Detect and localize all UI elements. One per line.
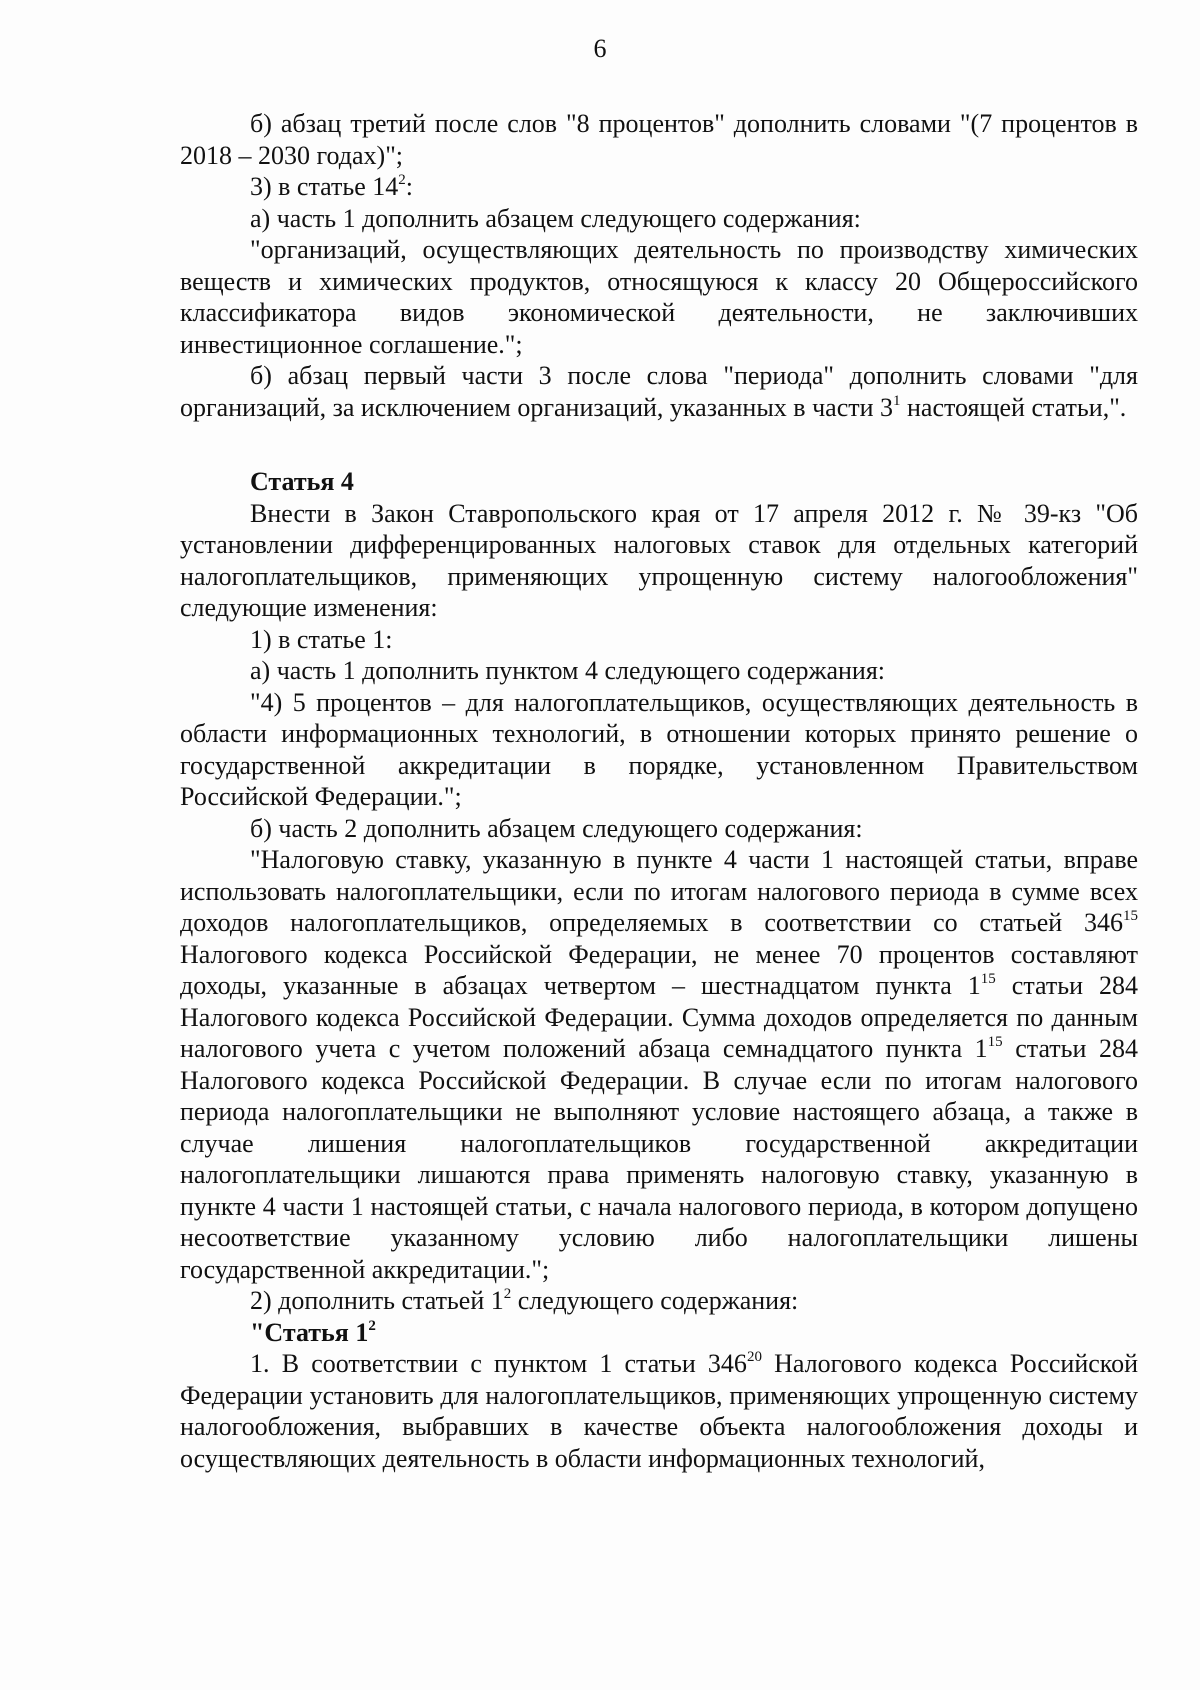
paragraph-organizations-quote: "организаций, осуществляющих деятельность по производству химических веществ и химических продуктов, относящуюся к классу 20 Общероссийского классификатора видов экономической деятельности, не заключивших инвестиционное соглашение."; <box>180 235 1138 359</box>
superscript: 2 <box>368 1317 376 1334</box>
superscript: 20 <box>746 1349 762 1365</box>
paragraph-article-1: 1) в статье 1: <box>250 624 393 654</box>
superscript: 2 <box>503 1286 512 1302</box>
paragraph-amend-law: Внести в Закон Ставропольского края от 17 апреля 2012 г. № 39-кз "Об установлении дифференцированных налоговых ставок для отдельных категорий налогоплательщиков, применяющих упрощенную систему налогообложения" следующие изменения: <box>180 498 1138 622</box>
superscript: 15 <box>980 971 996 987</box>
paragraph-article-1-2-point-1: 1. В соответствии с пунктом 1 статьи $346^{20}$ Налогового кодекса Российской Федерации установить для налогоплательщиков, применяющих упрощенную систему налогообложения, выбравших в качестве объекта налогообложения доходы и осуществляющих деятельность в области информационных технологий, <box>180 1349 1139 1473</box>
paragraph-part-2-amend: б) часть 2 дополнить абзацем следующего содержания: <box>250 813 863 843</box>
superscript: 15 <box>987 1034 1003 1050</box>
document-body <box>180 108 1138 1474</box>
paragraph-point-4-quote: "4) 5 процентов – для налогоплательщиков, осуществляющих деятельность в области информационных технологий, в отношении которых принято решение о государственной аккредитации в порядке, установленном Правительством Российской Федерации."; <box>180 687 1138 811</box>
paragraph-part-1-point-4: а) часть 1 дополнить пунктом 4 следующего содержания: <box>250 656 886 685</box>
paragraph-add-article-1-2: 2) дополнить статьей $1^2$ следующего содержания: <box>250 1286 799 1315</box>
section-gap <box>180 423 1138 466</box>
superscript: 15 <box>1123 908 1138 924</box>
paragraph-article-14-2: 3) в статье $14^2$: <box>250 172 414 201</box>
paragraph-tax-rate-quote: "Налоговую ставку, указанную в пункте 4 части 1 настоящей статьи, вправе использовать налогоплательщики, если по итогам налогового периода в сумме всех доходов налогоплательщиков, определяемых в соответствии со статьей $346^{15}$ Налогового кодекса Российской Федерации, не менее 70 процентов составляют доходы, указанные в абзацах четвертом – шестнадцатом пункта $1^{15}$ статьи 284 Налогового кодекса Российской Федерации. Сумма доходов определяется по данным налогового учета с учетом положений абзаца семнадцатого пункта $1^{15}$ статьи 284 Налогового кодекса Российской Федерации. В случае если по итогам налогового периода налогоплательщики не выполняют условие настоящего абзаца, а также в случае лишения налогоплательщиков государственной аккредитации налогоплательщики лишаются права применять налоговую ставку, указанную в пункте 4 части 1 настоящей статьи, с начала налогового периода, в котором допущено несоответствие указанному условию либо налогоплательщики лишены государственной аккредитации."; <box>180 845 1138 1284</box>
paragraph-part-1-amend: а) часть 1 дополнить абзацем следующего содержания: <box>250 203 861 233</box>
paragraph-part-3-amend: б) абзац первый части 3 после слова "периода" дополнить словами "для организаций, за исключением организаций, указанных в части $3^1$ настоящей статьи,". <box>180 361 1138 422</box>
superscript: 2 <box>398 172 406 188</box>
page-number: 6 <box>593 34 607 63</box>
article-4-heading: Статья 4 <box>250 467 354 496</box>
superscript: 1 <box>893 392 901 409</box>
paragraph-amend-b: б) абзац третий после слов "8 процентов" дополнить словами "(7 процентов в 2018 – 2030 годах)"; <box>180 109 1138 170</box>
article-1-2-heading: "Статья $1^2$ <box>250 1317 376 1347</box>
